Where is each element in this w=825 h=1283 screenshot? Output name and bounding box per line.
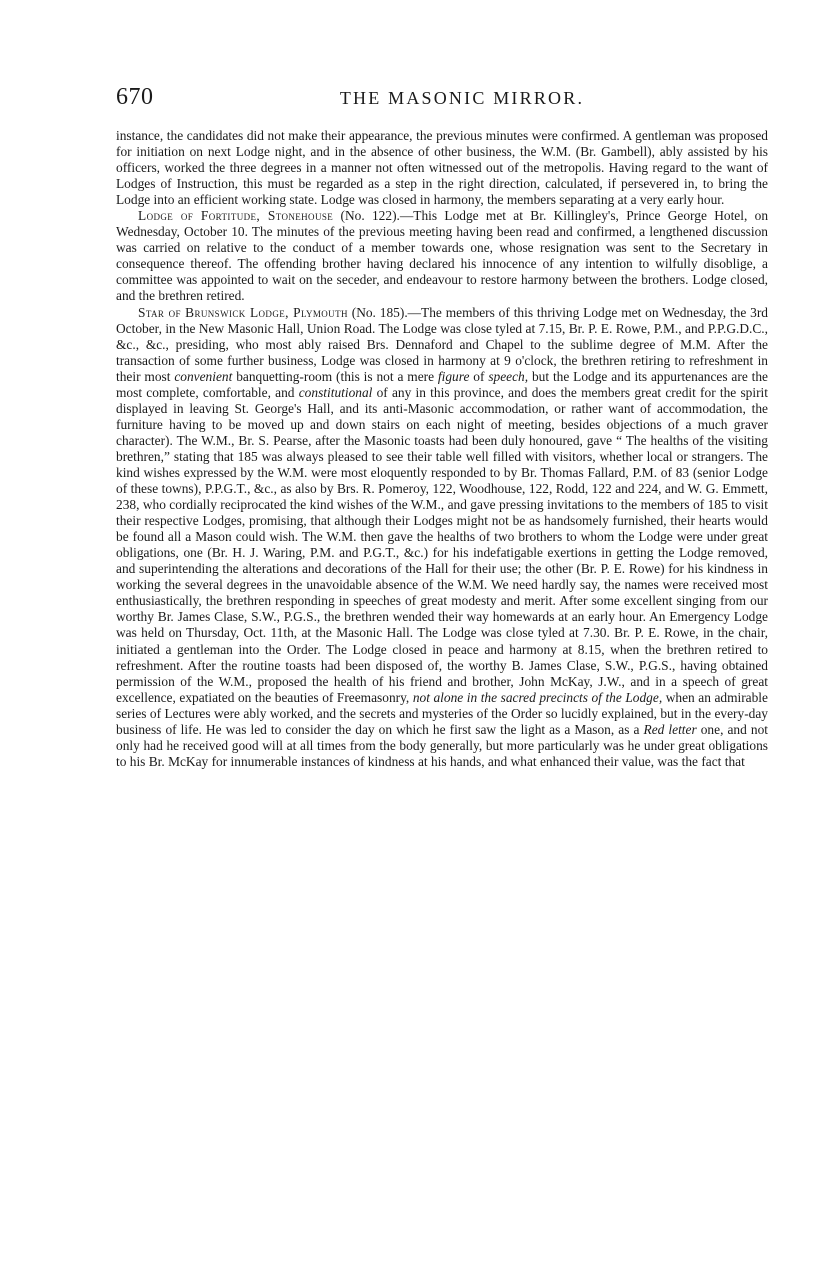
paragraph-text: when an admirable series of Lectures were ably worked, and the secrets and mysteries of the Order so lucidly explained, but in the every-day business of life. He was led to consider the day on which he first saw the light as a Mason, as a [116,689,768,737]
paragraph-text: (No. 185).—The members of this thriving Lodge met on Wednesday, the 3rd October, in the New Masonic Hall, Union Road. The Lodge was close tyled at 7.15, Br. P. E. Rowe, P.M., and P.P.G.D.C., &c., &c., presiding, who most ably raised Brs. Dennaford and Chapel to the sublime degree of M.M. After the transaction of some further business, Lodge was closed in harmony at 9 o'clock, the brethren retiring to refreshment in their most [116,304,768,384]
paragraph-text: instance, the candidates did not make their appearance, the previous minutes were confirmed. A gentleman was proposed for initiation on next Lodge night, and in the absence of other business, the W.M. (Br. Gambell), ably assisted by his officers, worked the three degrees in a manner not often witnessed out of the metropolis. Having regard to the want of Lodges of Instruction, this must be regarded as a step in the right direction, calculated, if persevered in, to bring the Lodge into an efficient working state. Lodge was closed in harmony, the members separating at a very early hour. [116,128,768,208]
paragraph-continued [116,128,768,208]
page-number: 670 [116,84,154,110]
italic-emphasis: speech, [488,368,529,384]
journal-title: THE MASONIC MIRROR. [339,88,585,108]
paragraph-star-of-brunswick [116,305,768,770]
lodge-name-heading: Star of Brunswick Lodge, Plymouth [138,304,348,320]
paragraph-lodge-of-fortitude [116,208,768,304]
paragraph-text: banquetting-room (this is not a mere [232,368,438,384]
running-head [116,84,768,116]
paragraph-text: of [469,368,489,384]
paragraph-text: of any in this province, and does the members great credit for the spirit displayed in leaving St. George's Hall, and its anti-Masonic accommodation, or rather want of accommodation, the furniture having to be moved up and down stairs on each night of meeting, besides objections of a much graver character). The W.M., Br. S. Pearse, after the Masonic toasts had been duly honoured, gave “ The healths of the visiting brethren,” stating that 185 was always pleased to see their table well filled with visitors, whether local or strangers. The kind wishes expressed by the W.M. were most eloquently responded to by Br. Thomas Fallard, P.M. of 83 (senior Lodge of these towns), P.P.G.T., &c., as also by Brs. R. Pomeroy, 122, Woodhouse, 122, Rodd, 122 and 224, and W. G. Emmett, 238, who cordially reciprocated the kind wishes of the W.M., and gave pressing invitations to the members of 185 to visit their respective Lodges, promising, that although their Lodges might not be as handsomely furnished, their hearts would be found all a Mason could wish. The W.M. then gave the healths of two brothers to whom the Lodge were under great obligations, one (Br. H. J. Waring, P.M. and P.G.T., &c.) for his indefatigable exertions in getting the Lodge removed, and superintending the alterations and decorations of the Hall for their use; the other (Br. P. E. Rowe) for his kindness in working the several degrees in the unavoidable absence of the W.M. We need hardly say, the names were received most enthusiastically, the brethren responding in speeches of great modesty and merit. After some excellent singing from our worthy Br. James Clase, S.W., P.G.S., the brethren wended their way homewards at an early hour. An Emergency Lodge was held on Thursday, Oct. 11th, at the Masonic Hall. The Lodge was close tyled at 7.30. Br. P. E. Rowe, in the chair, initiated a gentleman into the Order. The Lodge closed in peace and harmony at 8.15, when the brethren retired to refreshment. After the routine toasts had been disposed of, the worthy B. James Clase, S.W., P.G.S., having obtained permission of the W.M., proposed the health of his friend and brother, John McKay, J.W., and in a speech of great excellence, expatiated on the beauties of Freemasonry, [116,384,768,705]
paragraph-text: but the Lodge and its appurtenances are the most complete, comfortable, and [116,368,768,400]
italic-emphasis: convenient [174,368,233,384]
article-body [116,128,768,770]
paragraph-text: (No. 122).—This Lodge met at Br. Killingley's, Prince George Hotel, on Wednesday, October 10. The minutes of the previous meeting having been read and confirmed, a lengthened discussion was carried on relative to the conduct of a member towards one, whose resignation was sent to the Secretary in consequence thereof. The offending brother having declared his innocence of any intention to wilfully disoblige, a committee was appointed to wait on the seceder, and endeavour to restore harmony between the brothers. Lodge closed, and the brethren retired. [116,208,769,304]
paragraph-text: one, and not only had he received good will at all times from the body generally, but more particularly was he under great obligations to his Br. McKay for innumerable instances of kindness at his hands, and what enhanced their value, was the fact that [116,721,768,769]
italic-emphasis: constitutional [298,384,373,400]
italic-emphasis: not alone in the sacred precincts of the Lodge, [412,689,663,705]
lodge-name-heading: Lodge of Fortitude, Stonehouse [138,208,334,224]
italic-emphasis: figure [437,368,470,384]
italic-emphasis: Red letter [643,721,697,737]
